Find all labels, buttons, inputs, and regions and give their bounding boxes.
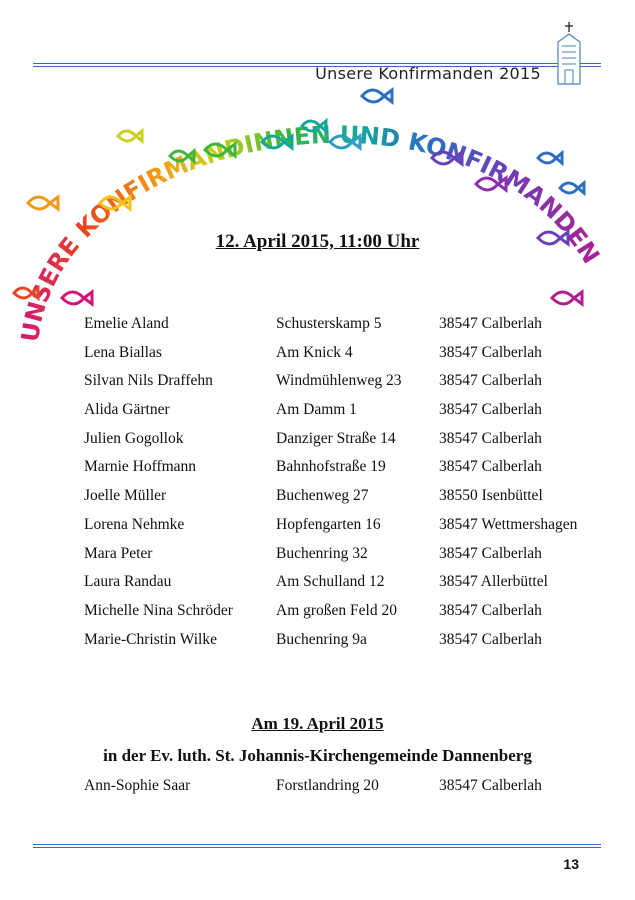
confirmand-name: Ann-Sophie Saar: [84, 777, 191, 794]
section-heading-april-19: Am 19. April 2015: [251, 714, 384, 733]
list-item: [84, 339, 604, 368]
confirmand-city: 38547 Allerbüttel: [439, 573, 548, 591]
list-item: [84, 597, 604, 626]
list-item: [84, 772, 604, 801]
confirmand-street: Am Damm 1: [276, 401, 357, 419]
confirmand-city: 38547 Calberlah: [439, 777, 542, 794]
confirmand-street: Windmühlenweg 23: [276, 372, 402, 390]
header-title: Unsere Konfirmanden 2015: [315, 64, 541, 83]
confirmand-street: Danziger Straße 14: [276, 429, 396, 447]
confirmand-city: 38547 Calberlah: [439, 458, 542, 476]
confirmand-city: 38547 Wettmershagen: [439, 515, 578, 533]
confirmand-city: 38547 Calberlah: [439, 372, 542, 390]
confirmand-name: Mara Peter: [84, 544, 153, 562]
confirmand-street: Forstlandring 20: [276, 777, 379, 794]
confirmand-city: 38547 Calberlah: [439, 544, 542, 562]
confirmands-list-dannenberg: [84, 772, 604, 801]
confirmand-city: 38547 Calberlah: [439, 601, 542, 619]
confirmand-name: Silvan Nils Draffehn: [84, 372, 213, 390]
list-item: [84, 396, 604, 425]
list-item: [84, 511, 604, 540]
confirmand-street: Hopfengarten 16: [276, 515, 381, 533]
confirmand-street: Bahnhofstraße 19: [276, 458, 386, 476]
confirmand-name: Marie-Christin Wilke: [84, 630, 217, 648]
list-item: [84, 626, 604, 655]
confirmand-city: 38547 Calberlah: [439, 630, 542, 648]
confirmand-name: Lorena Nehmke: [84, 515, 185, 533]
confirmand-name: Laura Randau: [84, 573, 172, 591]
confirmand-name: Emelie Aland: [84, 315, 169, 332]
list-item: [84, 310, 604, 339]
confirmand-street: Buchenring 32: [276, 544, 368, 562]
list-item: [84, 453, 604, 482]
confirmand-city: 38547 Calberlah: [439, 429, 542, 447]
confirmand-city: 38547 Calberlah: [439, 401, 542, 419]
confirmand-name: Alida Gärtner: [84, 401, 170, 419]
list-item: [84, 482, 604, 511]
confirmand-name: Lena Biallas: [84, 343, 162, 361]
confirmand-name: Joelle Müller: [84, 487, 167, 505]
confirmand-street: Am Schulland 12: [276, 573, 385, 591]
footer-rule: [33, 844, 601, 848]
confirmands-list: [84, 310, 604, 654]
confirmand-street: Schusterskamp 5: [276, 315, 382, 332]
list-item: [84, 540, 604, 569]
list-item: [84, 425, 604, 454]
section-heading-april-12: 12. April 2015, 11:00 Uhr: [215, 231, 420, 252]
section-subheading-church: in der Ev. luth. St. Johannis-Kirchengemeinde Dannenberg: [103, 746, 532, 765]
confirmand-city: 38550 Isenbüttel: [439, 487, 543, 505]
page-number: 13: [563, 856, 579, 872]
banner-text: UNSERE KONFIRMANDINNEN UND KONFIRMANDEN: [15, 120, 606, 344]
confirmand-street: Buchenring 9a: [276, 630, 367, 648]
confirmand-street: Buchenweg 27: [276, 487, 369, 505]
confirmand-city: 38547 Calberlah: [439, 315, 542, 332]
confirmand-street: Am Knick 4: [276, 343, 353, 361]
confirmand-street: Am großen Feld 20: [276, 601, 397, 619]
confirmand-city: 38547 Calberlah: [439, 343, 542, 361]
list-item: [84, 568, 604, 597]
confirmand-name: Marnie Hoffmann: [84, 458, 197, 476]
list-item: [84, 367, 604, 396]
confirmand-name: Michelle Nina Schröder: [84, 601, 233, 619]
confirmand-name: Julien Gogollok: [84, 429, 184, 447]
